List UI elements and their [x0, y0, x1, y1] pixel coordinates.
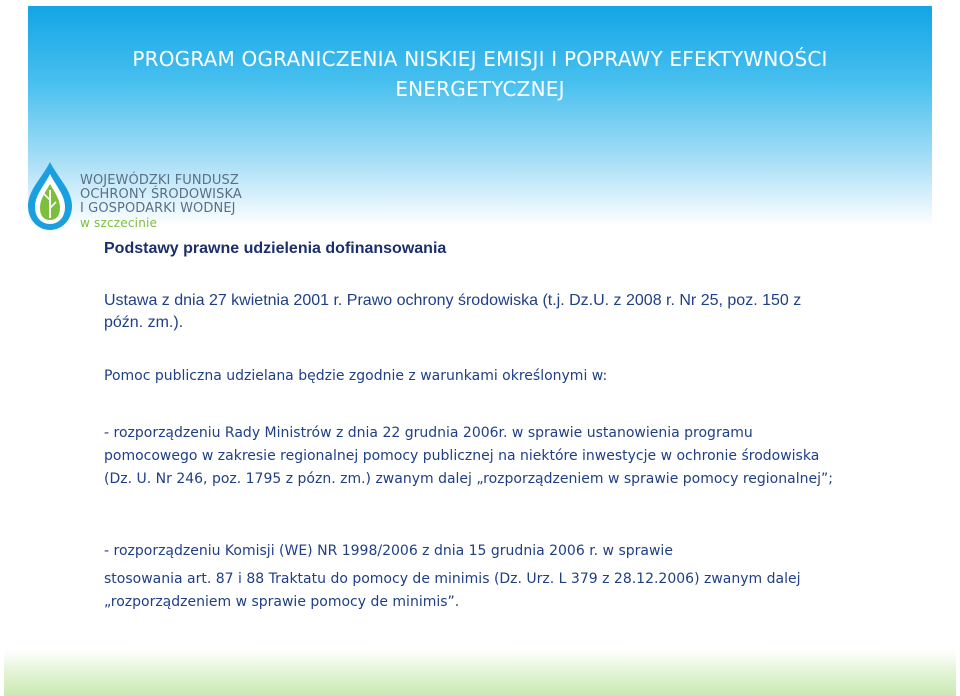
- logo-wordmark: [80, 174, 270, 216]
- section-heading: Podstawy prawne udzielenia dofinansowania: [104, 240, 447, 257]
- logo-line1: WOJEWÓDZKI FUNDUSZ: [80, 173, 239, 188]
- slide-title-line2: ENERGETYCZNEJ: [395, 77, 565, 101]
- regulation-item-2-line1: - rozporządzeniu Komisji (WE) NR 1998/2006 z dnia 15 grudnia 2006 r. w sprawie: [104, 543, 673, 559]
- wfosigw-logo: [24, 160, 264, 234]
- legal-basis-paragraph: Ustawa z dnia 27 kwietnia 2001 r. Prawo ochrony środowiska (t.j. Dz.U. z 2008 r. Nr 25, poz. 150 z późn. zm.).: [104, 292, 802, 331]
- regulation-item-2: [104, 540, 864, 614]
- logo-line3: I GOSPODARKI WODNEJ: [80, 201, 236, 216]
- slide-title: [60, 44, 900, 104]
- logo-subtitle: w szczecinie: [80, 216, 158, 230]
- water-drop-leaf-icon: [24, 160, 76, 232]
- regulation-item-1: - rozporządzeniu Rady Ministrów z dnia 22 grudnia 2006r. w sprawie ustanowienia programu pomocowego w zakresie regionalnej pomocy publicznej na niektóre inwestycje w ochronie środowiska (Dz. U. Nr 246, poz. 1795 z pózn. zm.) zwanym dalej „rozporządzeniem w sprawie pomocy regionalnej”;: [104, 425, 833, 487]
- regulation-item-2-line2: stosowania art. 87 i 88 Traktatu do pomocy de minimis (Dz. Urz. L 379 z 28.12.2006) zwanym dalej „rozporządzeniem w sprawie pomocy de minimis”.: [104, 571, 801, 610]
- public-aid-intro: Pomoc publiczna udzielana będzie zgodnie z warunkami określonymi w:: [104, 368, 608, 384]
- slide-title-line1: PROGRAM OGRANICZENIA NISKIEJ EMISJI I POPRAWY EFEKTYWNOŚCI: [132, 47, 828, 71]
- footer-band: [4, 650, 956, 696]
- logo-line2: OCHRONY ŚRODOWISKA: [80, 187, 242, 202]
